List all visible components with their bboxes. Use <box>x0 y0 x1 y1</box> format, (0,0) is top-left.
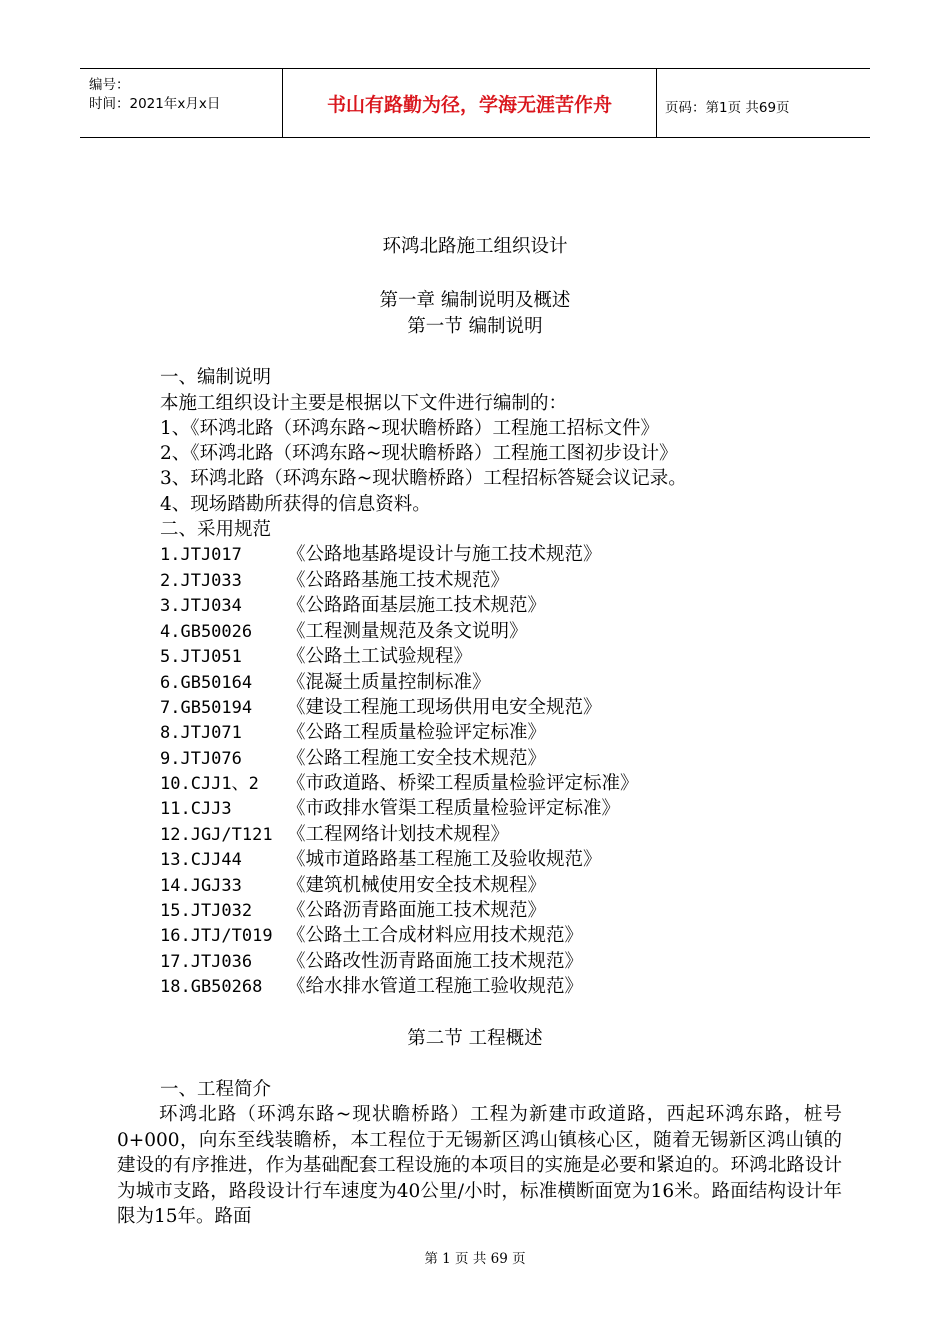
standard-name: 《工程测量规范及条文说明》 <box>287 621 528 642</box>
standard-code: 12.JGJ/T121 <box>160 825 273 845</box>
page-header <box>80 68 870 138</box>
standard-name: 《公路土工试验规程》 <box>287 646 473 667</box>
standard-name: 《公路路面基层施工技术规范》 <box>287 595 547 616</box>
standard-item <box>160 822 509 848</box>
standard-name: 《公路地基路堤设计与施工技术规范》 <box>287 544 602 565</box>
standard-name: 《公路改性沥青路面施工技术规范》 <box>287 951 584 972</box>
standard-code: 7.GB50194 <box>160 698 253 718</box>
standard-code: 15.JTJ032 <box>160 901 253 921</box>
standard-name: 《公路工程施工安全技术规范》 <box>287 748 547 769</box>
standard-name: 《建筑机械使用安全技术规程》 <box>287 875 547 896</box>
standard-item <box>160 644 472 670</box>
standard-code: 17.JTJ036 <box>160 952 253 972</box>
standard-code: 5.JTJ051 <box>160 647 242 667</box>
standard-code: 2.JTJ033 <box>160 571 242 591</box>
standard-code: 4.GB50026 <box>160 622 253 642</box>
chapter-heading: 第一章 编制说明及概述 <box>379 290 571 311</box>
standard-item <box>160 670 491 696</box>
standard-name: 《公路沥青路面施工技术规范》 <box>287 900 547 921</box>
standard-item <box>160 974 583 1000</box>
standard-name: 《市政道路、桥梁工程质量检验评定标准》 <box>287 773 639 794</box>
standard-item <box>160 923 583 949</box>
part-heading-1: 一、编制说明 <box>160 367 272 388</box>
standard-item <box>160 898 546 924</box>
standard-code: 13.CJJ44 <box>160 850 242 870</box>
page-info: 页码：第1页 共69页 <box>665 100 790 116</box>
basis-item: 4、现场踏勘所获得的信息资料。 <box>160 494 431 515</box>
header-meta-cell <box>80 69 283 137</box>
basis-item: 1、《环鸿北路（环鸿东路~现状瞻桥路）工程施工招标文件》 <box>160 418 660 439</box>
standard-item <box>160 796 620 822</box>
standard-item <box>160 720 546 746</box>
overview-paragraph: 环鸿北路（环鸿东路~现状瞻桥路）工程为新建市政道路，西起环鸿东路，桩号0+000，向东至线装瞻桥，本工程位于无锡新区鸿山镇核心区，随着无锡新区鸿山镇的建设的有序推进，作为基础配套工程设施的本项目的实施是必要和紧迫的。环鸿北路设计为城市支路，路段设计行车速度为40公里/小时，标准横断面宽为16米。路面结构设计年限为15年。路面 <box>117 1104 842 1227</box>
standard-code: 11.CJJ3 <box>160 799 232 819</box>
basis-item: 3、环鸿北路（环鸿东路~现状瞻桥路）工程招标答疑会议记录。 <box>160 468 687 489</box>
time-label: 时间：2021年x月x日 <box>89 96 221 112</box>
part-intro: 本施工组织设计主要是根据以下文件进行编制的： <box>160 393 568 414</box>
standard-name: 《市政排水管渠工程质量检验评定标准》 <box>287 798 621 819</box>
motto: 书山有路勤为径，学海无涯苦作舟 <box>283 69 657 137</box>
standard-name: 《公路工程质量检验评定标准》 <box>287 722 547 743</box>
standard-name: 《工程网络计划技术规程》 <box>287 824 510 845</box>
standard-item <box>160 695 602 721</box>
standard-item <box>160 542 602 568</box>
standard-item <box>160 619 528 645</box>
standard-name: 《公路土工合成材料应用技术规范》 <box>287 925 584 946</box>
standard-name: 《给水排水管道工程施工验收规范》 <box>287 976 584 997</box>
standard-item <box>160 873 546 899</box>
standard-code: 10.CJJ1、2 <box>160 774 259 794</box>
standard-code: 16.JTJ/T019 <box>160 926 273 946</box>
standard-code: 18.GB50268 <box>160 977 263 997</box>
standard-item <box>160 949 583 975</box>
number-label: 编号： <box>89 77 130 93</box>
basis-item: 2、《环鸿北路（环鸿东路~现状瞻桥路）工程施工图初步设计》 <box>160 443 678 464</box>
part-heading-2: 二、采用规范 <box>160 519 272 540</box>
page-footer: 第 1 页 共 69 页 <box>424 1251 526 1267</box>
standard-item <box>160 568 509 594</box>
standard-name: 《建设工程施工现场供用电安全规范》 <box>287 697 602 718</box>
part-heading-3: 一、工程简介 <box>160 1079 272 1100</box>
standard-code: 14.JGJ33 <box>160 876 242 896</box>
standard-name: 《公路路基施工技术规范》 <box>287 570 510 591</box>
standard-item <box>160 771 639 797</box>
standard-code: 9.JTJ076 <box>160 749 242 769</box>
standard-item <box>160 847 602 873</box>
standard-code: 6.GB50164 <box>160 673 253 693</box>
standard-item <box>160 593 546 619</box>
standard-name: 《混凝土质量控制标准》 <box>287 672 491 693</box>
standard-name: 《城市道路路基工程施工及验收规范》 <box>287 849 602 870</box>
standard-code: 8.JTJ071 <box>160 723 242 743</box>
section-heading-2: 第二节 工程概述 <box>407 1028 543 1049</box>
standard-item <box>160 746 546 772</box>
section-heading-1: 第一节 编制说明 <box>407 316 543 337</box>
standard-code: 3.JTJ034 <box>160 596 242 616</box>
standard-code: 1.JTJ017 <box>160 545 242 565</box>
document-title: 环鸿北路施工组织设计 <box>382 236 568 257</box>
